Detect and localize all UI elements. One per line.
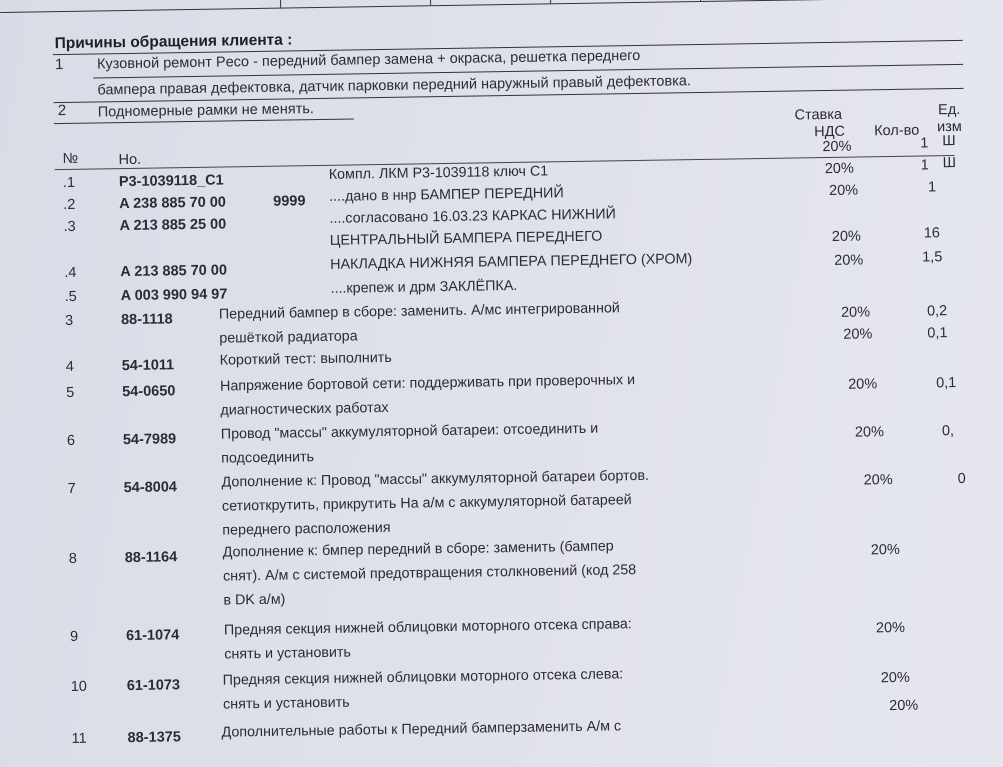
reason-number: 1 — [54, 56, 64, 74]
item-description: Предняя секция нижней облицовки моторного отсека слева: — [222, 666, 624, 689]
item-description: сетиоткрутить, прикрутить На а/м с аккумуляторной батареей — [221, 492, 632, 515]
item-description: ....согласовано 16.03.23 КАРКАС НИЖНИЙ — [329, 206, 616, 227]
item-code: 54-1011 — [121, 357, 175, 375]
item-code: A 213 885 70 00 — [120, 262, 228, 281]
vat-rate: 20% — [843, 326, 873, 343]
item-code: A 238 885 70 00 — [119, 194, 227, 213]
item-code: 88-1164 — [124, 549, 178, 567]
vat-rate: 20% — [831, 228, 861, 245]
item-description: Дополнение к: бмпер передний в сборе: заменить (бампер — [222, 538, 614, 561]
quantity: 0,1 — [936, 375, 957, 392]
item-description: решёткой радиатора — [219, 328, 358, 347]
header-unit — [937, 102, 962, 136]
row-number: 5 — [66, 384, 75, 402]
item-description: Напряжение бортовой сети: поддерживать при проверочных и — [219, 372, 636, 395]
item-description: ....дано в ннр БАМПЕР ПЕРЕДНИЙ — [329, 185, 564, 205]
unit: Ш — [942, 133, 956, 150]
item-code: 54-7989 — [122, 431, 177, 449]
item-code: 88-1375 — [127, 729, 181, 747]
item-extra: 9999 — [273, 193, 306, 210]
header-unit-line1: Ед. — [937, 101, 961, 119]
header-num: № — [62, 150, 79, 168]
quantity: 0,1 — [927, 325, 948, 342]
item-code: 88-1118 — [120, 311, 173, 329]
item-description: ЦЕНТРАЛЬНЫЙ БАМПЕРА ПЕРЕДНЕГО — [329, 228, 603, 249]
reason-text: Подномерные рамки не менять. — [97, 101, 314, 121]
row-number: 6 — [66, 432, 76, 450]
header-vat-line1: Ставка — [794, 106, 843, 124]
row-number: .5 — [64, 288, 77, 306]
vat-rate: 20% — [822, 138, 852, 156]
quantity: 16 — [923, 225, 941, 242]
item-description: Передний бампер в сборе: заменить. А/мс интегрированной — [218, 300, 620, 323]
item-description: Короткий тест: выполнить — [219, 349, 392, 369]
row-number: .4 — [64, 264, 77, 282]
unit: Ш — [942, 155, 957, 172]
item-description: ....крепеж и дрм ЗАКЛЁПКА. — [330, 277, 518, 297]
item-description: Предняя секция нижней облицовки моторного отсека справа: — [223, 616, 632, 639]
row-number: 8 — [68, 550, 77, 567]
vat-rate: 20% — [840, 304, 871, 321]
item-description: подсоединить — [221, 449, 315, 467]
reasons-title: Причины обращения клиента : — [54, 31, 293, 53]
quantity: 0, — [941, 423, 955, 440]
vat-rate: 20% — [824, 160, 854, 178]
item-description: диагностических работах — [220, 399, 389, 419]
vat-rate: 20% — [863, 472, 893, 489]
header-code: Но. — [118, 151, 142, 169]
vat-rate: 20% — [889, 697, 919, 715]
quantity: 0,2 — [926, 303, 948, 320]
row-number: 3 — [64, 312, 74, 330]
row-number: 9 — [69, 628, 79, 645]
item-code: 61-1073 — [126, 677, 181, 695]
item-description: переднего расположения — [222, 519, 391, 539]
item-description: Дополнительные работы к Передний бамперзаменить А/м с — [221, 718, 622, 741]
vat-rate: 20% — [848, 376, 878, 393]
item-description: в DK а/м) — [223, 591, 286, 609]
vat-rate: 20% — [870, 541, 900, 559]
item-description: Компл. ЛКМ P3-1039118 ключ C1 — [328, 163, 549, 183]
reason-text: бампера правая дефектовка, датчик парковки передний наружный правый дефектовка. — [97, 73, 692, 99]
vat-rate: 20% — [875, 619, 906, 637]
item-code: 61-1074 — [125, 627, 180, 645]
item-code: P3-1039118_C1 — [118, 172, 224, 191]
item-description: НАКЛАДКА НИЖНЯЯ БАМПЕРА ПЕРЕДНЕГО (ХРОМ) — [330, 251, 693, 273]
vat-rate: 20% — [834, 252, 864, 269]
quantity: 0 — [957, 470, 966, 488]
row-number: .1 — [62, 174, 76, 192]
item-description: снять и установить — [222, 694, 350, 713]
row-number: 10 — [70, 678, 88, 695]
vat-rate: 20% — [854, 424, 885, 441]
item-code: 54-0650 — [122, 383, 176, 401]
vat-rate: 20% — [828, 182, 859, 199]
quantity: 1 — [920, 157, 929, 174]
row-number: 4 — [65, 358, 74, 376]
reason-number: 2 — [57, 101, 67, 120]
item-code: A 213 885 25 00 — [119, 216, 227, 235]
header-unit-line2: изм — [936, 118, 962, 136]
header-qty: Кол-во — [874, 122, 920, 140]
reason-text: Кузовной ремонт Peco - передний бампер замена + окраска, решетка переднего — [96, 47, 641, 73]
item-description: снят). А/м с системой предотвращения столкновений (код 258 — [222, 562, 637, 585]
row-number: .2 — [63, 196, 76, 214]
item-code: A 003 990 94 97 — [120, 286, 228, 305]
header-strip — [0, 0, 960, 14]
quantity: 1 — [920, 135, 929, 152]
item-description: снять и установить — [224, 644, 352, 663]
item-code: 54-8004 — [123, 479, 178, 497]
row-number: 11 — [71, 730, 87, 747]
quantity: 1 — [927, 179, 937, 196]
header-vat — [792, 107, 845, 142]
row-number: .3 — [63, 218, 76, 236]
row-number: 7 — [67, 480, 76, 497]
vat-rate: 20% — [880, 669, 910, 687]
header-vat-line2: НДС — [814, 123, 846, 141]
item-description: Провод "массы" аккумуляторной батареи: отсоединить и — [220, 420, 599, 443]
quantity: 1,5 — [922, 249, 943, 266]
item-description: Дополнение к: Провод "массы" аккумуляторной батареи бортов. — [221, 467, 650, 491]
